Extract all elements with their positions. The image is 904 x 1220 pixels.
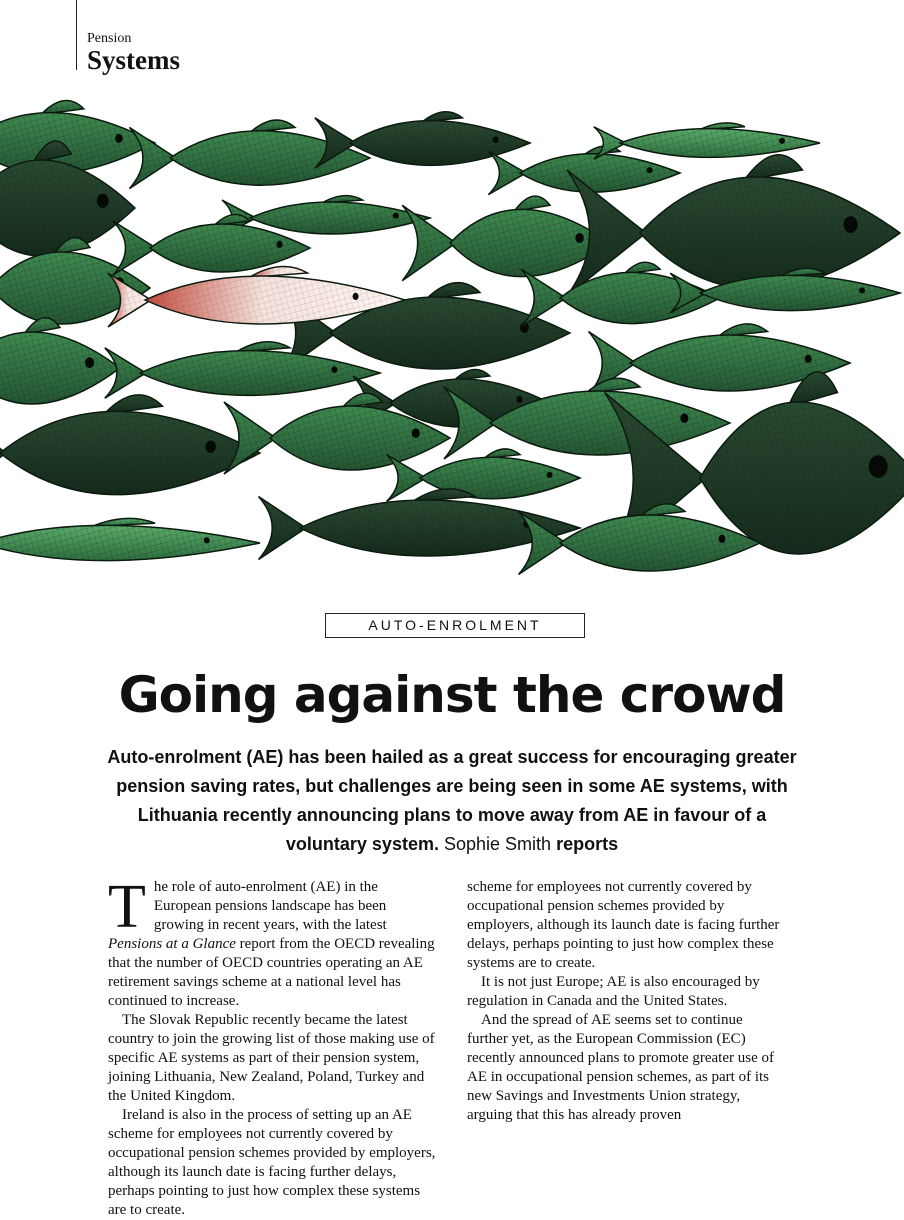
fish-22 <box>387 449 580 501</box>
body-column-2 <box>467 878 785 1125</box>
paragraph-5: And the spread of AE seems set to continue further yet, as the European Commission (EC) recently announced plans to promote greater use of AE in occupational pension schemes, as part of its new Savings and Investments Union strategy, arguing that this has already proven <box>467 1011 785 1125</box>
fish-16 <box>105 342 380 398</box>
standfirst <box>100 743 804 859</box>
headline: Going against the crowd <box>0 662 904 728</box>
fish-8 <box>402 196 610 281</box>
masthead <box>76 0 180 70</box>
report-title: Pensions at a Glance <box>108 936 236 952</box>
masthead-small: Pension <box>87 32 180 46</box>
paragraph-2: The Slovak Republic recently became the latest country to join the growing list of those making use of specific AE systems as part of their pension system, joining Lithuania, New Zealand, Poland, Turkey and the United Kingdom. <box>108 1011 438 1106</box>
fish-5 <box>594 123 820 159</box>
fish-24 <box>0 518 260 562</box>
paragraph-3-continued: scheme for employees not currently covered by occupational pension schemes provided by employers, although its launch date is facing further delays, perhaps pointing to just how complex these systems are to create. <box>467 878 785 973</box>
fish-20 <box>0 395 260 500</box>
paragraph-4: It is not just Europe; AE is also encouraged by regulation in Canada and the United States. <box>467 973 785 1011</box>
section-label: AUTO-ENROLMENT <box>325 613 585 638</box>
paragraph-1-end: report from the OECD revealing that the number of OECD countries operating an AE retirement savings scheme at a national level has continued to increase. <box>108 936 435 1009</box>
fish-15 <box>0 318 120 409</box>
masthead-title: Systems <box>87 46 180 74</box>
paragraph-3: Ireland is also in the process of setting up an AE scheme for employees not currently covered by occupational pension schemes provided by employers, although its launch date is facing further delays, perhaps pointing to just how complex these systems are to create. <box>108 1106 438 1125</box>
reports-word: reports <box>556 834 618 854</box>
drop-cap: T <box>108 882 146 932</box>
fish-illustration <box>0 88 904 608</box>
body-column-1 <box>108 878 438 1125</box>
paragraph-1-start: he role of auto-enrolment (AE) in the European pensions landscape has been growing in recent years, with the latest <box>154 879 387 933</box>
author-name: Sophie Smith <box>444 834 551 854</box>
paragraph-1 <box>108 878 438 1011</box>
standfirst-text: Auto-enrolment (AE) has been hailed as a great success for encouraging greater pension saving rates, but challenges are being seen in some AE systems, with Lithuania recently announcing plans to move away from AE in favour of a voluntary system. <box>107 747 796 854</box>
